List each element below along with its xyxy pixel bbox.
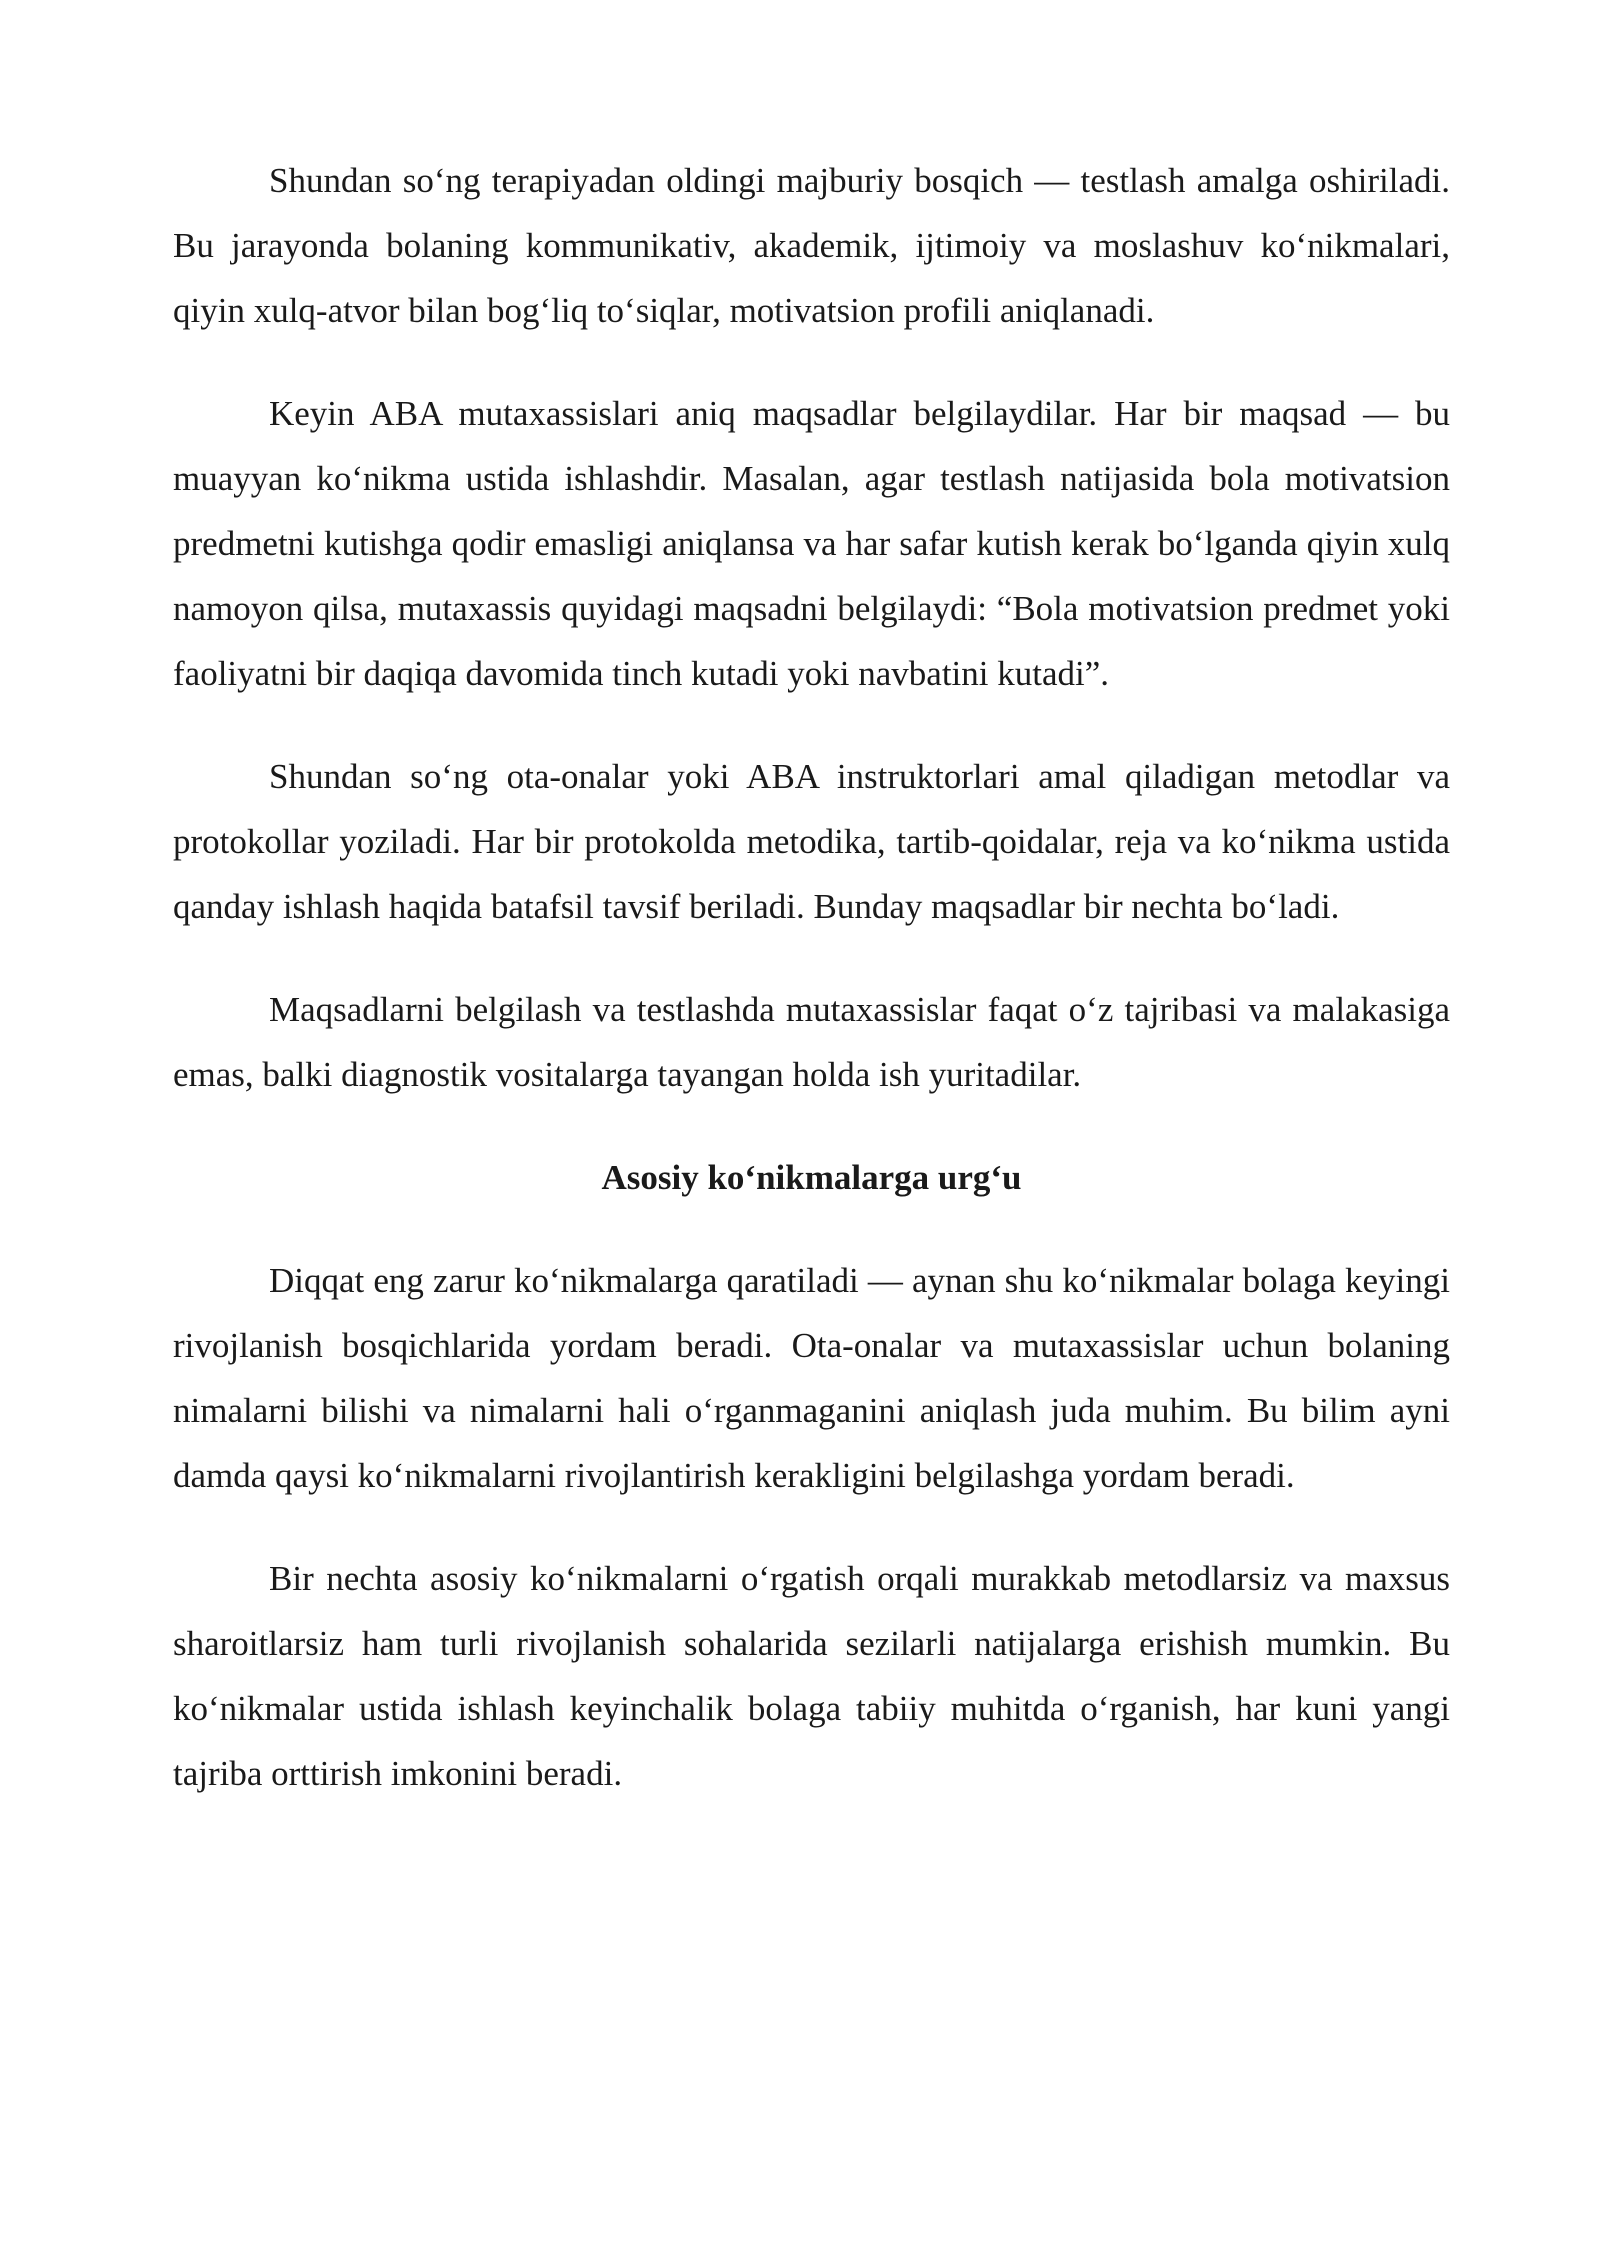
paragraph-diagnostics: Maqsadlarni belgilash va testlashda mutaxassislar faqat o‘z tajribasi va malakasiga emas, balki diagnostik vositalarga tayangan holda ish yuritadilar. <box>173 990 1450 1094</box>
paragraph-natural-learning: Bir nechta asosiy ko‘nikmalarni o‘rgatish orqali murakkab metodlarsiz va maxsus sharoitlarsiz ham turli rivojlanish sohalarida sezilarli natijalarga erishish mumkin. Bu ko‘nikmalar ustida ishlash keyinchalik bolaga tabiiy muhitda o‘rganish, har kuni yangi tajriba orttirish imkonini beradi. <box>173 1559 1450 1793</box>
section-heading: Asosiy ko‘nikmalarga urg‘u <box>601 1158 1022 1197</box>
paragraph-key-skills: Diqqat eng zarur ko‘nikmalarga qaratiladi — aynan shu ko‘nikmalar bolaga keyingi rivojlanish bosqichlarida yordam beradi. Ota-onalar va mutaxassislar uchun bolaning nimalarni bilishi va nimalarni hali o‘rganmaganini aniqlash juda muhim. Bu bilim ayni damda qaysi ko‘nikmalarni rivojlantirish kerakligini belgilashga yordam beradi. <box>173 1261 1450 1495</box>
paragraph-goals: Keyin ABA mutaxassislari aniq maqsadlar belgilaydilar. Har bir maqsad — bu muayyan ko‘nikma ustida ishlashdir. Masalan, agar testlash natijasida bola motivatsion predmetni kutishga qodir emasligi aniqlansa va har safar kutish kerak bo‘lganda qiyin xulq namoyon qilsa, mutaxassis quyidagi maqsadni belgilaydi: “Bola motivatsion predmet yoki faoliyatni bir daqiqa davomida tinch kutadi yoki navbatini kutadi”. <box>173 394 1450 693</box>
paragraph-protocols: Shundan so‘ng ota-onalar yoki ABA instruktorlari amal qiladigan metodlar va protokollar yoziladi. Har bir protokolda metodika, tartib-qoidalar, reja va ko‘nikma ustida qanday ishlash haqida batafsil tavsif beriladi. Bunday maqsadlar bir nechta bo‘ladi. <box>173 757 1450 926</box>
document-body <box>173 148 1450 1844</box>
paragraph-testing: Shundan so‘ng terapiyadan oldingi majburiy bosqich — testlash amalga oshiriladi. Bu jarayonda bolaning kommunikativ, akademik, ijtimoiy va moslashuv ko‘nikmalari, qiyin xulq-atvor bilan bog‘liq to‘siqlar, motivatsion profili aniqlanadi. <box>173 161 1450 330</box>
